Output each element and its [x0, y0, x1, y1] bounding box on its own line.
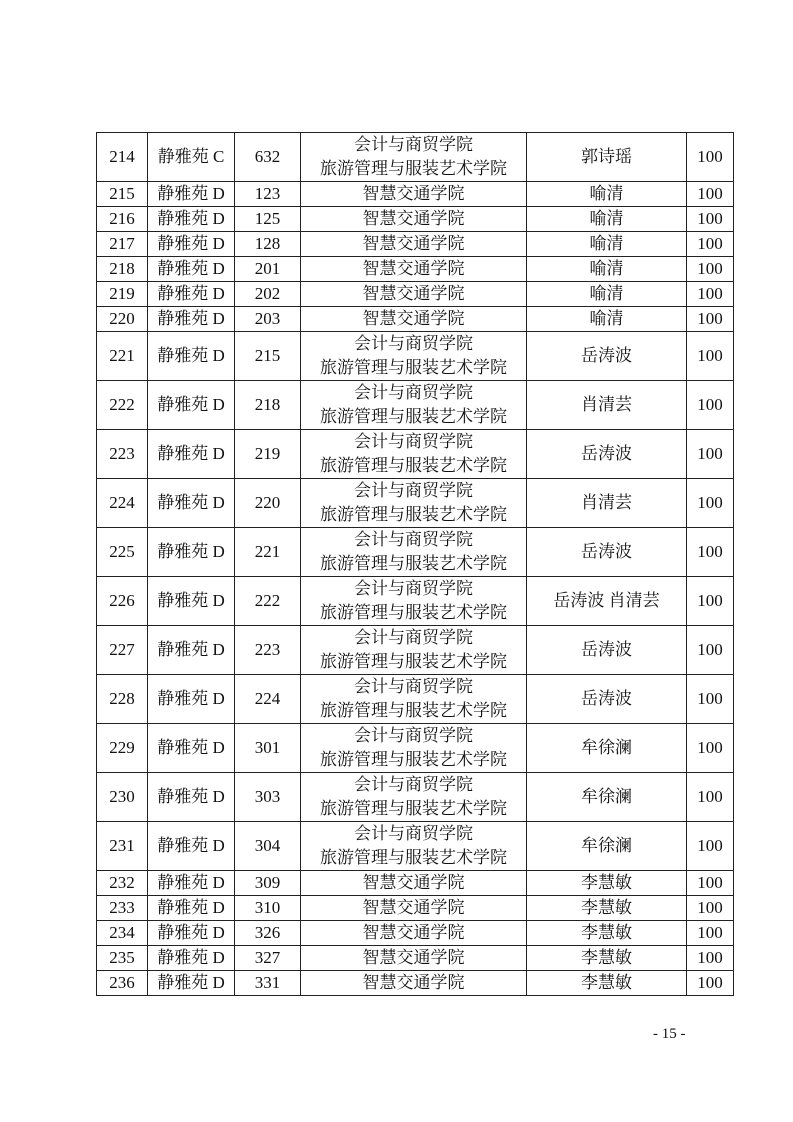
cell-department — [301, 724, 527, 773]
cell-department — [301, 528, 527, 577]
table-row — [97, 332, 734, 381]
department-line: 旅游管理与服装艺术学院 — [320, 505, 507, 524]
cell-building: 静雅苑 D — [148, 626, 235, 675]
cell-room: 201 — [235, 257, 301, 282]
cell-score: 100 — [687, 207, 734, 232]
cell-department — [301, 971, 527, 996]
cell-score: 100 — [687, 675, 734, 724]
cell-person: 牟徐澜 — [527, 822, 687, 871]
cell-room: 203 — [235, 307, 301, 332]
cell-number: 229 — [97, 724, 148, 773]
cell-building: 静雅苑 D — [148, 207, 235, 232]
cell-number: 226 — [97, 577, 148, 626]
cell-building: 静雅苑 D — [148, 773, 235, 822]
department-line: 会计与商贸学院 — [354, 579, 473, 598]
department-line: 智慧交通学院 — [362, 309, 465, 328]
department-line: 旅游管理与服装艺术学院 — [320, 554, 507, 573]
department-line: 会计与商贸学院 — [354, 677, 473, 696]
cell-person: 肖清芸 — [527, 479, 687, 528]
table-row — [97, 257, 734, 282]
cell-person: 喻清 — [527, 257, 687, 282]
table-row — [97, 232, 734, 257]
cell-department — [301, 133, 527, 182]
cell-score: 100 — [687, 307, 734, 332]
cell-room: 125 — [235, 207, 301, 232]
cell-score: 100 — [687, 896, 734, 921]
department-line: 智慧交通学院 — [362, 923, 465, 942]
department-line: 智慧交通学院 — [362, 898, 465, 917]
cell-score: 100 — [687, 971, 734, 996]
cell-building: 静雅苑 D — [148, 257, 235, 282]
cell-building: 静雅苑 D — [148, 479, 235, 528]
table-row — [97, 182, 734, 207]
cell-person: 喻清 — [527, 182, 687, 207]
cell-number: 233 — [97, 896, 148, 921]
department-line: 旅游管理与服装艺术学院 — [320, 159, 507, 178]
table-row — [97, 430, 734, 479]
cell-number: 235 — [97, 946, 148, 971]
department-line: 会计与商贸学院 — [354, 135, 473, 154]
cell-building: 静雅苑 D — [148, 896, 235, 921]
cell-score: 100 — [687, 479, 734, 528]
cell-number: 219 — [97, 282, 148, 307]
cell-number: 217 — [97, 232, 148, 257]
cell-number: 221 — [97, 332, 148, 381]
cell-score: 100 — [687, 822, 734, 871]
table-row — [97, 479, 734, 528]
cell-room: 222 — [235, 577, 301, 626]
cell-room: 224 — [235, 675, 301, 724]
cell-room: 632 — [235, 133, 301, 182]
cell-number: 224 — [97, 479, 148, 528]
table-row — [97, 207, 734, 232]
table-row — [97, 724, 734, 773]
cell-person: 喻清 — [527, 232, 687, 257]
cell-number: 225 — [97, 528, 148, 577]
department-line: 会计与商贸学院 — [354, 432, 473, 451]
cell-department — [301, 332, 527, 381]
cell-room: 123 — [235, 182, 301, 207]
cell-room: 326 — [235, 921, 301, 946]
cell-department — [301, 479, 527, 528]
cell-room: 331 — [235, 971, 301, 996]
cell-score: 100 — [687, 773, 734, 822]
cell-person: 喻清 — [527, 207, 687, 232]
cell-building: 静雅苑 D — [148, 232, 235, 257]
department-line: 旅游管理与服装艺术学院 — [320, 358, 507, 377]
department-line: 旅游管理与服装艺术学院 — [320, 603, 507, 622]
cell-score: 100 — [687, 257, 734, 282]
cell-room: 218 — [235, 381, 301, 430]
cell-score: 100 — [687, 381, 734, 430]
cell-number: 220 — [97, 307, 148, 332]
table-row — [97, 577, 734, 626]
cell-department — [301, 257, 527, 282]
department-line: 会计与商贸学院 — [354, 334, 473, 353]
cell-building: 静雅苑 D — [148, 871, 235, 896]
department-line: 旅游管理与服装艺术学院 — [320, 456, 507, 475]
cell-department — [301, 430, 527, 479]
department-line: 会计与商贸学院 — [354, 383, 473, 402]
cell-room: 303 — [235, 773, 301, 822]
cell-person: 喻清 — [527, 307, 687, 332]
cell-person: 喻清 — [527, 282, 687, 307]
cell-person: 李慧敏 — [527, 921, 687, 946]
cell-score: 100 — [687, 724, 734, 773]
table-row — [97, 133, 734, 182]
cell-score: 100 — [687, 626, 734, 675]
cell-department — [301, 773, 527, 822]
table-row — [97, 528, 734, 577]
cell-score: 100 — [687, 528, 734, 577]
cell-person: 岳涛波 — [527, 626, 687, 675]
cell-building: 静雅苑 D — [148, 282, 235, 307]
cell-number: 218 — [97, 257, 148, 282]
cell-building: 静雅苑 D — [148, 332, 235, 381]
cell-person: 李慧敏 — [527, 971, 687, 996]
table-row — [97, 307, 734, 332]
cell-person: 郭诗瑶 — [527, 133, 687, 182]
cell-score: 100 — [687, 921, 734, 946]
cell-person: 岳涛波 — [527, 430, 687, 479]
cell-room: 310 — [235, 896, 301, 921]
table-row — [97, 822, 734, 871]
cell-person: 岳涛波 — [527, 528, 687, 577]
cell-room: 221 — [235, 528, 301, 577]
cell-building: 静雅苑 D — [148, 381, 235, 430]
cell-building: 静雅苑 D — [148, 724, 235, 773]
department-line: 会计与商贸学院 — [354, 726, 473, 745]
department-line: 智慧交通学院 — [362, 184, 465, 203]
cell-building: 静雅苑 D — [148, 430, 235, 479]
cell-person: 李慧敏 — [527, 871, 687, 896]
cell-building: 静雅苑 D — [148, 921, 235, 946]
cell-number: 216 — [97, 207, 148, 232]
cell-room: 301 — [235, 724, 301, 773]
department-line: 智慧交通学院 — [362, 284, 465, 303]
cell-building: 静雅苑 D — [148, 946, 235, 971]
cell-score: 100 — [687, 182, 734, 207]
cell-department — [301, 675, 527, 724]
dormitory-score-table — [96, 132, 734, 996]
cell-department — [301, 381, 527, 430]
department-line: 智慧交通学院 — [362, 948, 465, 967]
table-body — [97, 133, 734, 996]
cell-person: 牟徐澜 — [527, 724, 687, 773]
cell-room: 304 — [235, 822, 301, 871]
cell-number: 231 — [97, 822, 148, 871]
department-line: 智慧交通学院 — [362, 973, 465, 992]
table-row — [97, 675, 734, 724]
cell-department — [301, 946, 527, 971]
department-line: 旅游管理与服装艺术学院 — [320, 652, 507, 671]
cell-building: 静雅苑 C — [148, 133, 235, 182]
cell-number: 232 — [97, 871, 148, 896]
department-line: 智慧交通学院 — [362, 234, 465, 253]
cell-score: 100 — [687, 871, 734, 896]
cell-number: 228 — [97, 675, 148, 724]
table-row — [97, 896, 734, 921]
table-row — [97, 282, 734, 307]
cell-person: 李慧敏 — [527, 946, 687, 971]
department-line: 会计与商贸学院 — [354, 775, 473, 794]
table-row — [97, 381, 734, 430]
cell-room: 219 — [235, 430, 301, 479]
cell-department — [301, 626, 527, 675]
cell-score: 100 — [687, 430, 734, 479]
cell-department — [301, 282, 527, 307]
table-row — [97, 626, 734, 675]
table-row — [97, 871, 734, 896]
cell-score: 100 — [687, 332, 734, 381]
cell-room: 202 — [235, 282, 301, 307]
cell-department — [301, 232, 527, 257]
department-line: 旅游管理与服装艺术学院 — [320, 407, 507, 426]
cell-room: 128 — [235, 232, 301, 257]
cell-score: 100 — [687, 232, 734, 257]
cell-building: 静雅苑 D — [148, 307, 235, 332]
cell-score: 100 — [687, 946, 734, 971]
cell-department — [301, 822, 527, 871]
cell-person: 牟徐澜 — [527, 773, 687, 822]
cell-building: 静雅苑 D — [148, 675, 235, 724]
cell-number: 222 — [97, 381, 148, 430]
cell-number: 227 — [97, 626, 148, 675]
cell-department — [301, 307, 527, 332]
department-line: 旅游管理与服装艺术学院 — [320, 750, 507, 769]
table-row — [97, 773, 734, 822]
cell-person: 岳涛波 — [527, 675, 687, 724]
department-line: 旅游管理与服装艺术学院 — [320, 848, 507, 867]
cell-room: 309 — [235, 871, 301, 896]
cell-score: 100 — [687, 577, 734, 626]
page-number: - 15 - — [653, 1026, 686, 1042]
table-row — [97, 921, 734, 946]
department-line: 智慧交通学院 — [362, 209, 465, 228]
cell-room: 223 — [235, 626, 301, 675]
cell-building: 静雅苑 D — [148, 822, 235, 871]
cell-score: 100 — [687, 133, 734, 182]
cell-person: 李慧敏 — [527, 896, 687, 921]
cell-score: 100 — [687, 282, 734, 307]
department-line: 会计与商贸学院 — [354, 824, 473, 843]
cell-building: 静雅苑 D — [148, 182, 235, 207]
cell-room: 215 — [235, 332, 301, 381]
cell-department — [301, 896, 527, 921]
department-line: 智慧交通学院 — [362, 873, 465, 892]
department-line: 会计与商贸学院 — [354, 481, 473, 500]
cell-number: 236 — [97, 971, 148, 996]
department-line: 旅游管理与服装艺术学院 — [320, 701, 507, 720]
cell-person: 岳涛波 肖清芸 — [527, 577, 687, 626]
cell-building: 静雅苑 D — [148, 577, 235, 626]
cell-department — [301, 577, 527, 626]
cell-person: 肖清芸 — [527, 381, 687, 430]
cell-room: 327 — [235, 946, 301, 971]
cell-number: 230 — [97, 773, 148, 822]
cell-building: 静雅苑 D — [148, 971, 235, 996]
cell-person: 岳涛波 — [527, 332, 687, 381]
table-row — [97, 946, 734, 971]
cell-number: 223 — [97, 430, 148, 479]
table-row — [97, 971, 734, 996]
department-line: 会计与商贸学院 — [354, 628, 473, 647]
cell-number: 234 — [97, 921, 148, 946]
cell-department — [301, 921, 527, 946]
department-line: 会计与商贸学院 — [354, 530, 473, 549]
department-line: 智慧交通学院 — [362, 259, 465, 278]
cell-building: 静雅苑 D — [148, 528, 235, 577]
cell-number: 214 — [97, 133, 148, 182]
department-line: 旅游管理与服装艺术学院 — [320, 799, 507, 818]
cell-room: 220 — [235, 479, 301, 528]
cell-number: 215 — [97, 182, 148, 207]
cell-department — [301, 871, 527, 896]
cell-department — [301, 182, 527, 207]
cell-department — [301, 207, 527, 232]
